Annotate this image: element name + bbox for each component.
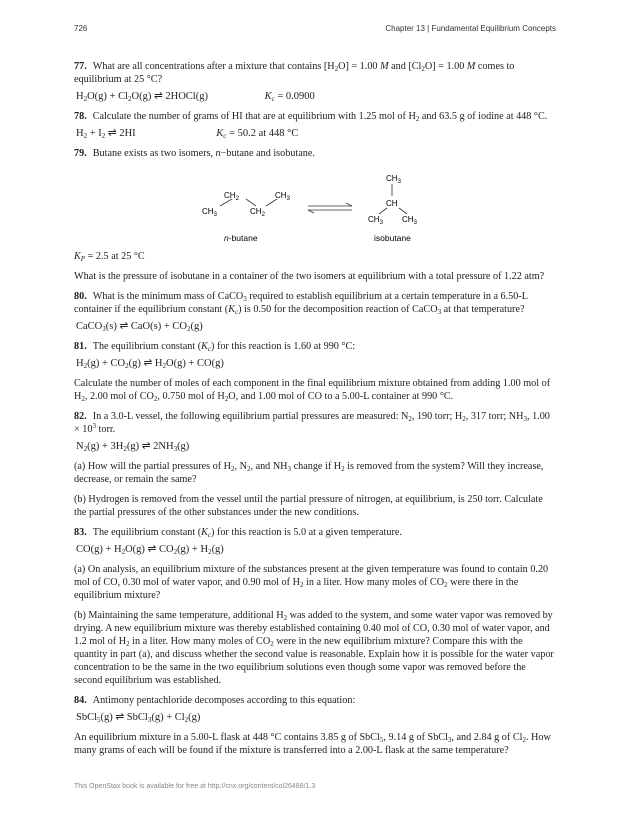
equation-82: $N_2(g) + 3H_2(g)$ ⇌ $2NH_3(g)$ [76, 441, 190, 453]
bond [266, 199, 277, 206]
problem-82a: (a) How will the partial pressures of $H_2$, $N_2$, and $NH_3$ change if $H_2$ is removed from the system? Will they increase, decrease, or remain the same? [74, 461, 544, 485]
kc-value: $K_c = 50.2$ at 448 °C [216, 128, 299, 140]
n-butane-ch2-upper: $CH_2$ [224, 191, 239, 202]
butane-isomer-diagram [74, 164, 556, 246]
problem-83a: (a) On analysis, an equilibrium mixture of the substances present at the given temperature was found to contain 0.20 mol of CO, 0.30 mol of water vapor, and 0.90 mol of $H_2$ in a liter. How many moles of $CO_2$ were there in the equilibrium mixture? [74, 564, 549, 601]
bond [220, 199, 232, 206]
problem-84-question: An equilibrium mixture in a 5.00-L flask at 448 °C contains 3.85 g of SbCl$_5$, 9.14 g of SbCl$_3$, and 2.84 g of $Cl_2$. How many grams of each will be found if the mixture is transferred into a 2.00-L flask at the same temperature? [74, 732, 551, 756]
problem-number: 78. [74, 111, 87, 122]
problem-80: 80. What is the minimum mass of CaCO$_3$ required to establish equilibrium at a certain temperature in a 6.50-L container if the equilibrium constant $(K_c)$ is 0.50 for the decomposition reaction of CaCO$_3$ at that temperature? [74, 291, 528, 316]
problem-number: 81. [74, 341, 87, 352]
problem-number: 83. [74, 527, 87, 538]
isomer-structures [74, 164, 556, 246]
problem-number: 84. [74, 695, 87, 706]
problem-list [74, 60, 556, 764]
isobutane-ch: CH [386, 199, 398, 208]
equation-81: $H_2(g) + CO_2(g)$ ⇌ $H_2O(g) + CO(g)$ [76, 358, 224, 370]
equation-83: $CO(g) + H_2O(g)$ ⇌ $CO_2(g) + H_2(g)$ [76, 544, 224, 556]
problem-81-question: Calculate the number of moles of each component in the final equilibrium mixture obtained from adding 1.00 mol of $H_2$, 2.00 mol of $CO_2$, 0.750 mol of $H_2O$, and 1.00 mol of CO to a 5.00-L container at 990 °C. [74, 378, 551, 403]
isobutane-ch3-right: $CH_3$ [402, 215, 417, 226]
problem-83b: (b) Maintaining the same temperature, additional $H_2$ was added to the system, and some water vapor was removed by drying. A new equilibrium mixture was thereby established containing 0.40 mol of CO, 0.30 mol of water vapor, and 1.2 mol of $H_2$ in a liter. How many moles of $CO_2$ were in the new equilibrium mixture? Compare this with the quantity in part (a), and discuss whether the second value is reasonable. Explain how it is possible for the water vapor concentration to be the same in the two equilibrium solutions even though some vapor was removed before the second equilibrium was established. [74, 610, 554, 686]
isobutane-ch3-top: $CH_3$ [386, 174, 401, 185]
problem-83: 83. The equilibrium constant $(K_c)$ for this reaction is 5.0 at a given temperature. [74, 527, 402, 539]
problem-79-question: What is the pressure of isobutane in a container of the two isomers at equilibrium with a total pressure of 1.22 atm? [74, 271, 545, 282]
problem-78: 78. Calculate the number of grams of HI that are at equilibrium with 1.25 mol of $H_2$ and 63.5 g of iodine at 448 °C. [74, 111, 548, 123]
page-footer: This OpenStax book is available for free at http://cnx.org/content/col26488/1.3 [74, 783, 316, 790]
problem-number: 80. [74, 291, 87, 302]
problem-number: 79. [74, 148, 87, 159]
kc-value: $K_c = 0.0900$ [264, 91, 315, 103]
problem-number: 82. [74, 411, 87, 422]
page-number: 726 [74, 24, 88, 33]
equation-78: $H_2 + I_2$ ⇌ 2HI $K_c = 50.2$ at 448 °C [76, 128, 299, 140]
isobutane-ch3-left: $CH_3$ [368, 215, 383, 226]
equation-77: $H_2O(g) + Cl_2O(g)$ ⇌ 2HOCl(g) $K_c = 0.0900$ [76, 91, 315, 103]
bond [379, 208, 387, 214]
equation-84: SbCl$_5$(g) ⇌ SbCl$_3$(g) + $Cl_2(g)$ [76, 712, 201, 724]
bond [246, 199, 256, 206]
problem-84: 84. Antimony pentachloride decomposes according to this equation: [74, 695, 356, 706]
chapter-title: Chapter 13 | Fundamental Equilibrium Concepts [385, 24, 556, 33]
problem-79: 79. Butane exists as two isomers, n−butane and isobutane. [74, 148, 315, 159]
kp-value: $K_P = 2.5$ at 25 °C [74, 251, 145, 263]
bond [399, 208, 407, 214]
problem-77: 77. What are all concentrations after a mixture that contains $[H_2O] = 1.00$ M and $[Cl_2O] = 1.00$ M comes to equilibrium at 25 °C? [74, 61, 515, 85]
equation-80: CaCO$_3$(s) ⇌ $CaO(s) + CO_2(g)$ [76, 321, 203, 333]
problem-82: 82. In a 3.0-L vessel, the following equilibrium partial pressures are measured: $N_2$, 190 torr; $H_2$, 317 torr; $NH_3$, $1.00 \times 10^3$ torr. [74, 411, 550, 435]
isobutane-label: isobutane [374, 233, 411, 243]
n-butane-label: n-butane [224, 233, 258, 243]
problem-number: 77. [74, 61, 87, 72]
n-butane-ch3-right: $CH_3$ [275, 191, 290, 202]
problem-82b: (b) Hydrogen is removed from the vessel until the partial pressure of nitrogen, at equilibrium, is 250 torr. Calculate the partial pressures of the other substances under the new conditions. [74, 494, 543, 518]
n-butane-ch2-lower: $CH_2$ [250, 207, 265, 218]
problem-81: 81. The equilibrium constant $(K_c)$ for this reaction is 1.60 at 990 °C: [74, 341, 356, 353]
n-butane-ch3-left: $CH_3$ [202, 207, 217, 218]
